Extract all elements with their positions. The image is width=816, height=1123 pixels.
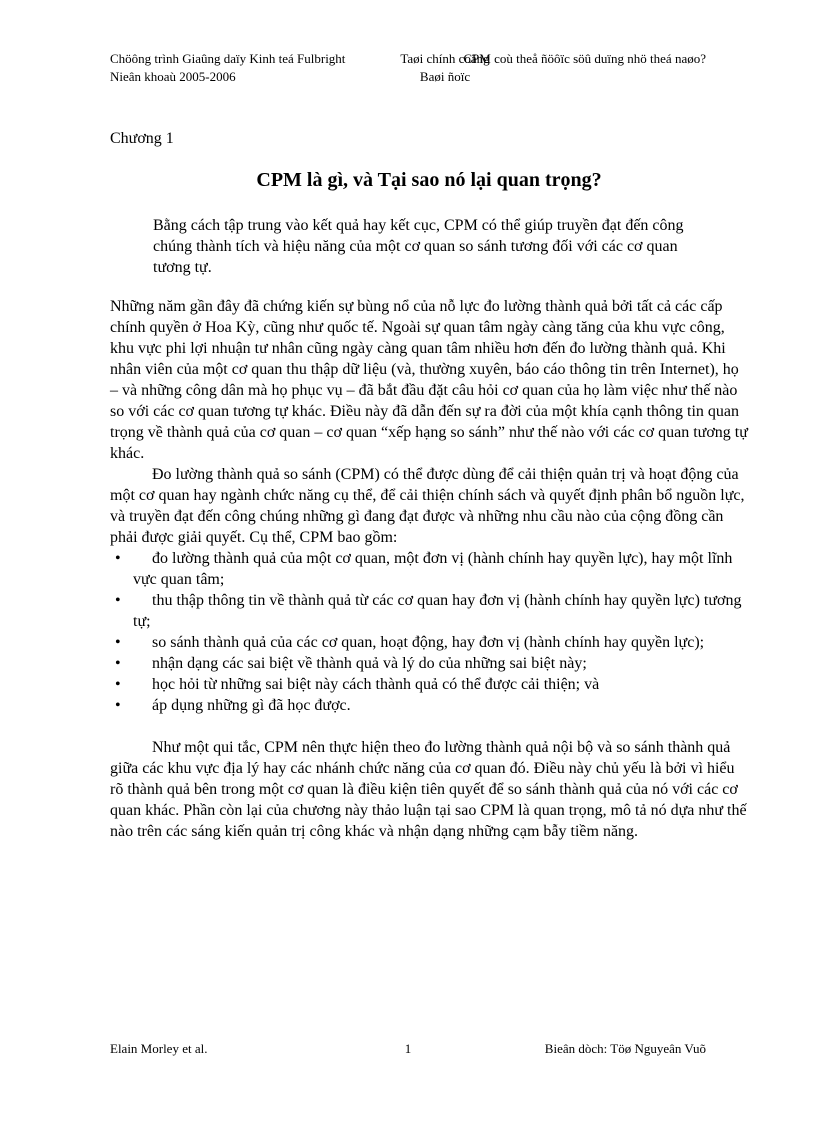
document-body	[110, 128, 748, 842]
list-item	[115, 695, 748, 716]
list-item	[115, 653, 748, 674]
list-item-text: học hỏi từ những sai biệt này cách thành quả có thể được cải thiện; và	[152, 676, 600, 693]
footer-translator: Bieân dòch: Töø Nguyeân Vuõ	[544, 1041, 706, 1056]
bullet-icon: •	[115, 676, 121, 693]
lead-quote: Bằng cách tập trung vào kết quả hay kết cục, CPM có thể giúp truyền đạt đến công chúng thành tích và hiệu năng của một cơ quan so sánh tương đối với các cơ quan tương tự.	[153, 217, 684, 276]
chapter-label: Chương 1	[110, 130, 174, 147]
list-item	[115, 632, 748, 653]
header-course-line2: Baøi ñoïc	[419, 69, 471, 84]
list-item-text: so sánh thành quả của các cơ quan, hoạt động, hay đơn vị (hành chính hay quyền lực);	[152, 634, 705, 651]
bullet-icon: •	[115, 697, 121, 714]
cpm-bullet-list	[110, 548, 748, 716]
bullet-icon: •	[115, 550, 121, 567]
list-item-text: áp dụng những gì đã học được.	[152, 697, 351, 714]
header-topic: CPM coù theå ñöôïc söû duïng nhö theá naøo?	[463, 51, 706, 66]
bullet-icon: •	[115, 592, 121, 609]
footer-author: Elain Morley et al.	[110, 1041, 208, 1056]
list-item-text: đo lường thành quả của một cơ quan, một đơn vị (hành chính hay quyền lực), hay một lĩnh vực quan tâm;	[133, 550, 733, 588]
header-program-line2: Nieân khoaù 2005-2006	[110, 69, 236, 84]
paragraph-1: Những năm gần đây đã chứng kiến sự bùng nổ của nỗ lực đo lường thành quả bởi tất cả các cấp chính quyền ở Hoa Kỳ, cũng như quốc tế. Ngoài sự quan tâm ngày càng tăng của khu vực công, khu vực phi lợi nhuận tư nhân cũng ngày càng quan tâm nhiều hơn đến đo lường thành quả. Khi nhân viên của một cơ quan thu thập dữ liệu (và, thường xuyên, báo cáo thông tin trên Internet), họ – và những công dân mà họ phục vụ – đã bắt đầu đặt câu hỏi cơ quan của họ làm việc như thế nào so với các cơ quan tương tự khác. Điều này đã dẫn đến sự ra đời của một khía cạnh thông tin quan trọng về thành quả của cơ quan – cơ quan “xếp hạng so sánh” như thế nào với các cơ quan tương tự khác.	[110, 298, 748, 462]
header-course-line1: Taøi chính coâng	[400, 51, 490, 66]
bullet-icon: •	[115, 655, 121, 672]
header-program	[110, 50, 345, 86]
header-program-line1: Chöông trình Giaûng daïy Kinh teá Fulbright	[110, 51, 346, 66]
page-title: CPM là gì, và Tại sao nó lại quan trọng?	[256, 169, 602, 191]
list-item	[115, 674, 748, 695]
paragraph-3: Như một qui tắc, CPM nên thực hiện theo đo lường thành quả nội bộ và so sánh thành quả giữa các khu vực địa lý hay các nhánh chức năng của cơ quan đó. Điều này chủ yếu là bởi vì hiểu rõ thành quả bên trong một cơ quan là điều kiện tiên quyết để so sánh thành quả của nó với các cơ quan khác. Phần còn lại của chương này thảo luận tại sao CPM là quan trọng, mô tả nó dựa như thế nào trên các sáng kiến quản trị công khác và nhận dạng những cạm bẫy tiềm năng.	[110, 739, 747, 840]
list-item	[115, 548, 748, 590]
paragraph-2: Đo lường thành quả so sánh (CPM) có thể được dùng để cải thiện quản trị và hoạt động của một cơ quan hay ngành chức năng cụ thể, để cải thiện chính sách và quyết định phân bổ nguồn lực, và truyền đạt đến công chúng những gì đang đạt được và những nhu cầu nào của cộng đồng cần phải được giải quyết. Cụ thể, CPM bao gồm:	[110, 466, 745, 546]
list-item-text: thu thập thông tin về thành quả từ các cơ quan hay đơn vị (hành chính hay quyền lực) tương tự;	[133, 592, 742, 630]
footer-page-number: 1	[404, 1041, 412, 1056]
list-item	[115, 590, 748, 632]
bullet-icon: •	[115, 634, 121, 651]
list-item-text: nhận dạng các sai biệt về thành quả và lý do của những sai biệt này;	[152, 655, 587, 672]
